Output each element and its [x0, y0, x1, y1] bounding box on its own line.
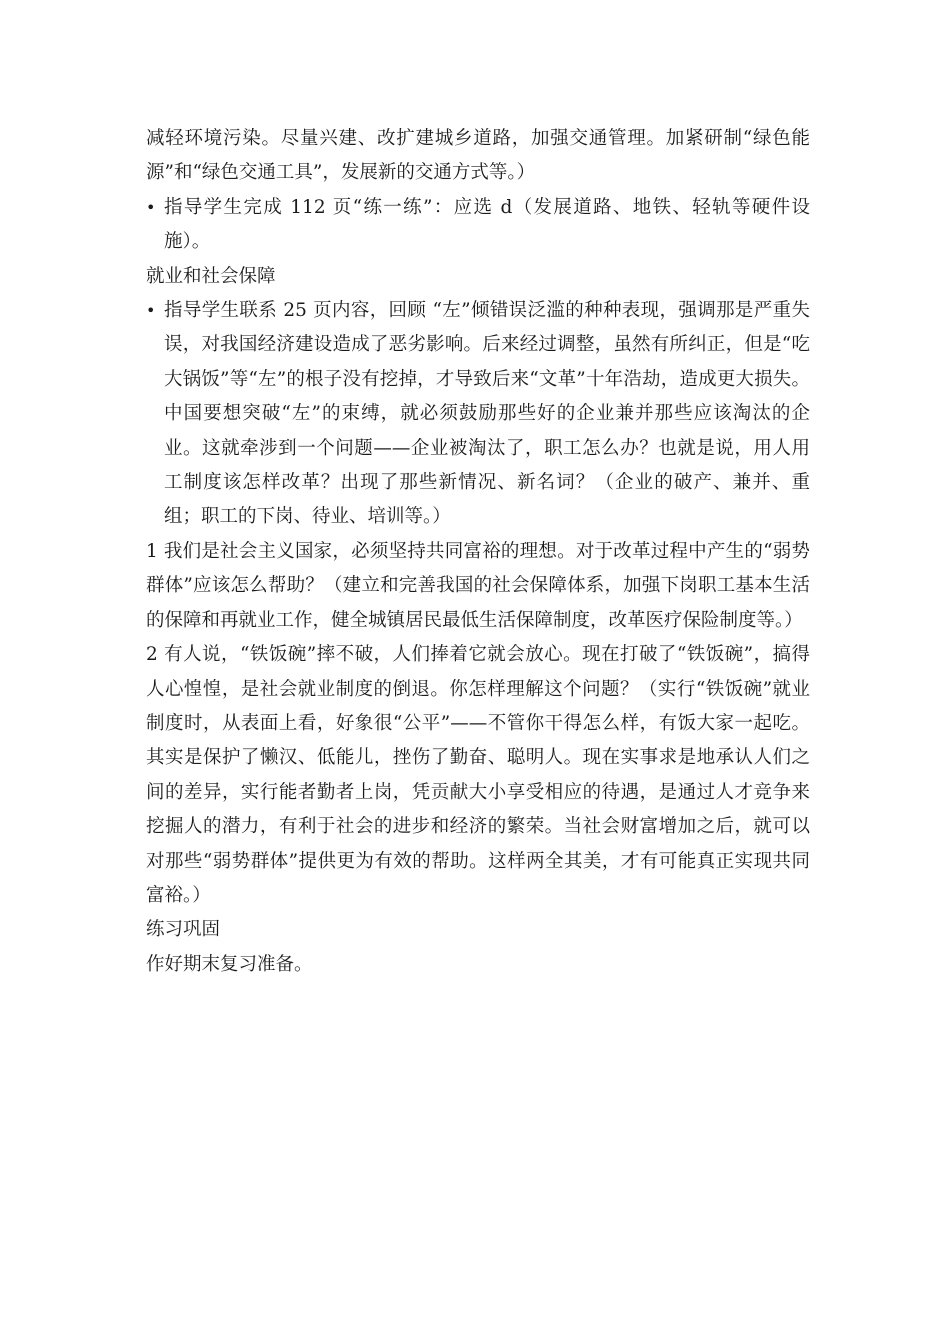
bullet-text-review: 指导学生联系 25 页内容，回顾 “左”倾错误泛滥的种种表现，强调那是严重失误，对我国经济建设造成了恶劣影响。后来经过调整，虽然有所纠正，但是“吃大锅饭”等“左”的根子没有挖掉，才导致后来“文革”十年浩劫，造成更大损失。中国要想突破“左”的束缚，就必须鼓励那些好的企业兼并那些应该淘汰的企业。这就牵涉到一个问题——企业被淘汰了，职工怎么办？也就是说，用人用工制度该怎样改革？出现了那些新情况、新名词？（企业的破产、兼并、重组；职工的下岗、待业、培训等。）: [164, 300, 810, 528]
paragraph-homework: 作好期末复习准备。: [146, 953, 313, 975]
bullet-text-exercise: 指导学生完成 112 页“练一练”：应选 d（发展道路、地铁、轻轨等硬件设施）。: [164, 196, 810, 253]
bullet-dot: •: [146, 301, 156, 321]
paragraph-question-2: 2 有人说，“铁饭碗”摔不破，人们捧着它就会放心。现在打破了“铁饭碗”，搞得人心惶惶，是社会就业制度的倒退。你怎样理解这个问题？（实行“铁饭碗”就业制度时，从表面上看，好象很“公平”——不管你干得怎么样，有饭大家一起吃。其实是保护了懒汉、低能儿，挫伤了勤奋、聪明人。现在实事求是地承认人们之间的差异，实行能者勤者上岗，凭贡献大小享受相应的待遇，是通过人才竞争来挖掘人的潜力，有利于社会的进步和经济的繁荣。当社会财富增加之后，就可以对那些“弱势群体”提供更为有效的帮助。这样两全其美，才有可能真正实现共同富裕。）: [146, 644, 810, 906]
document-page: [146, 122, 810, 982]
paragraph-environment: 减轻环境污染。尽量兴建、改扩建城乡道路，加强交通管理。加紧研制“绿色能源”和“绿色交通工具”，发展新的交通方式等。）: [146, 128, 810, 184]
bullet-item-review: [146, 294, 810, 535]
bullet-dot: •: [146, 197, 156, 217]
section-heading-practice: 练习巩固: [146, 919, 221, 941]
paragraph-question-1: 1 我们是社会主义国家，必须坚持共同富裕的理想。对于改革过程中产生的“弱势群体”应该怎么帮助？（建立和完善我国的社会保障体系，加强下岗职工基本生活的保障和再就业工作，健全城镇居民最低生活保障制度，改革医疗保险制度等。）: [146, 540, 810, 631]
bullet-item-exercise: [146, 191, 810, 260]
section-heading-employment: 就业和社会保障: [146, 265, 276, 287]
